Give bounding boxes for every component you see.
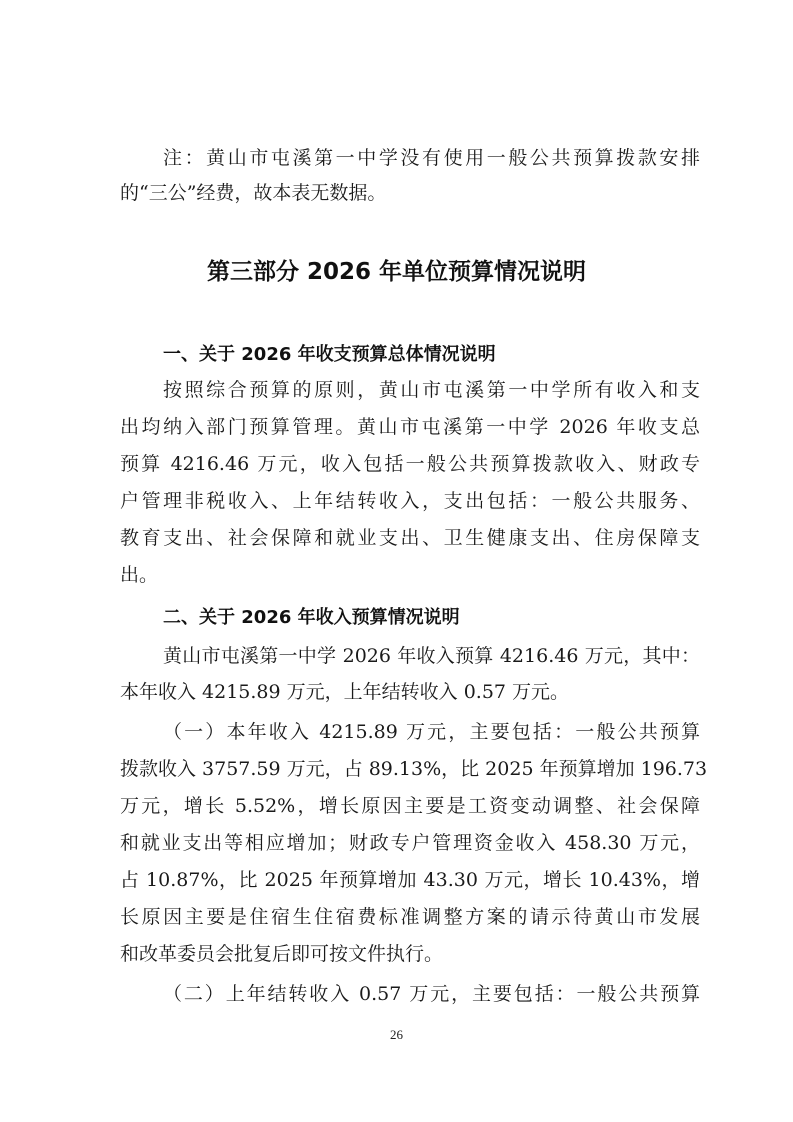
paragraph-line: 和就业支出等相应增加；财政专户管理资金收入 458.30 万元， (120, 832, 700, 854)
paragraph-line: 黄山市屯溪第一中学 2026 年收入预算 4216.46 万元，其中： (163, 645, 700, 667)
paragraph-line: （一）本年收入 4215.89 万元，主要包括：一般公共预算 (163, 721, 700, 743)
paragraph-line: 长原因主要是住宿生住宿费标准调整方案的请示待黄山市发展 (120, 906, 700, 928)
paragraph-line: 万元，增长 5.52%，增长原因主要是工资变动调整、社会保障 (120, 795, 700, 817)
note-line: 的“三公”经费，故本表无数据。 (120, 182, 387, 204)
paragraph-line: 占 10.87%，比 2025 年预算增加 43.30 万元，增长 10.43%，增 (120, 869, 700, 891)
note-line: 注：黄山市屯溪第一中学没有使用一般公共预算拨款安排 (163, 147, 700, 169)
paragraph-line: 教育支出、社会保障和就业支出、卫生健康支出、住房保障支 (120, 527, 700, 549)
paragraph-line: 按照综合预算的原则，黄山市屯溪第一中学所有收入和支 (163, 379, 700, 401)
paragraph-line: 和改革委员会批复后即可按文件执行。 (120, 943, 444, 965)
paragraph-line: 出均纳入部门预算管理。黄山市屯溪第一中学 2026 年收支总 (120, 416, 700, 438)
page-number: 26 (390, 1027, 403, 1042)
paragraph-line: 预算 4216.46 万元，收入包括一般公共预算拨款收入、财政专 (120, 453, 700, 475)
paragraph-line: 出。 (120, 564, 159, 586)
section-heading: 二、关于 2026 年收入预算情况说明 (163, 607, 460, 628)
paragraph-line: 户管理非税收入、上年结转收入，支出包括：一般公共服务、 (120, 490, 700, 512)
paragraph-line: （二）上年结转收入 0.57 万元，主要包括：一般公共预算 (163, 983, 700, 1005)
part-title: 第三部分 2026 年单位预算情况说明 (206, 259, 587, 285)
paragraph-line: 拨款收入 3757.59 万元，占 89.13%，比 2025 年预算增加 196.73 (120, 758, 708, 780)
paragraph-line: 本年收入 4215.89 万元，上年结转收入 0.57 万元。 (120, 681, 570, 703)
section-heading: 一、关于 2026 年收支预算总体情况说明 (163, 344, 496, 365)
